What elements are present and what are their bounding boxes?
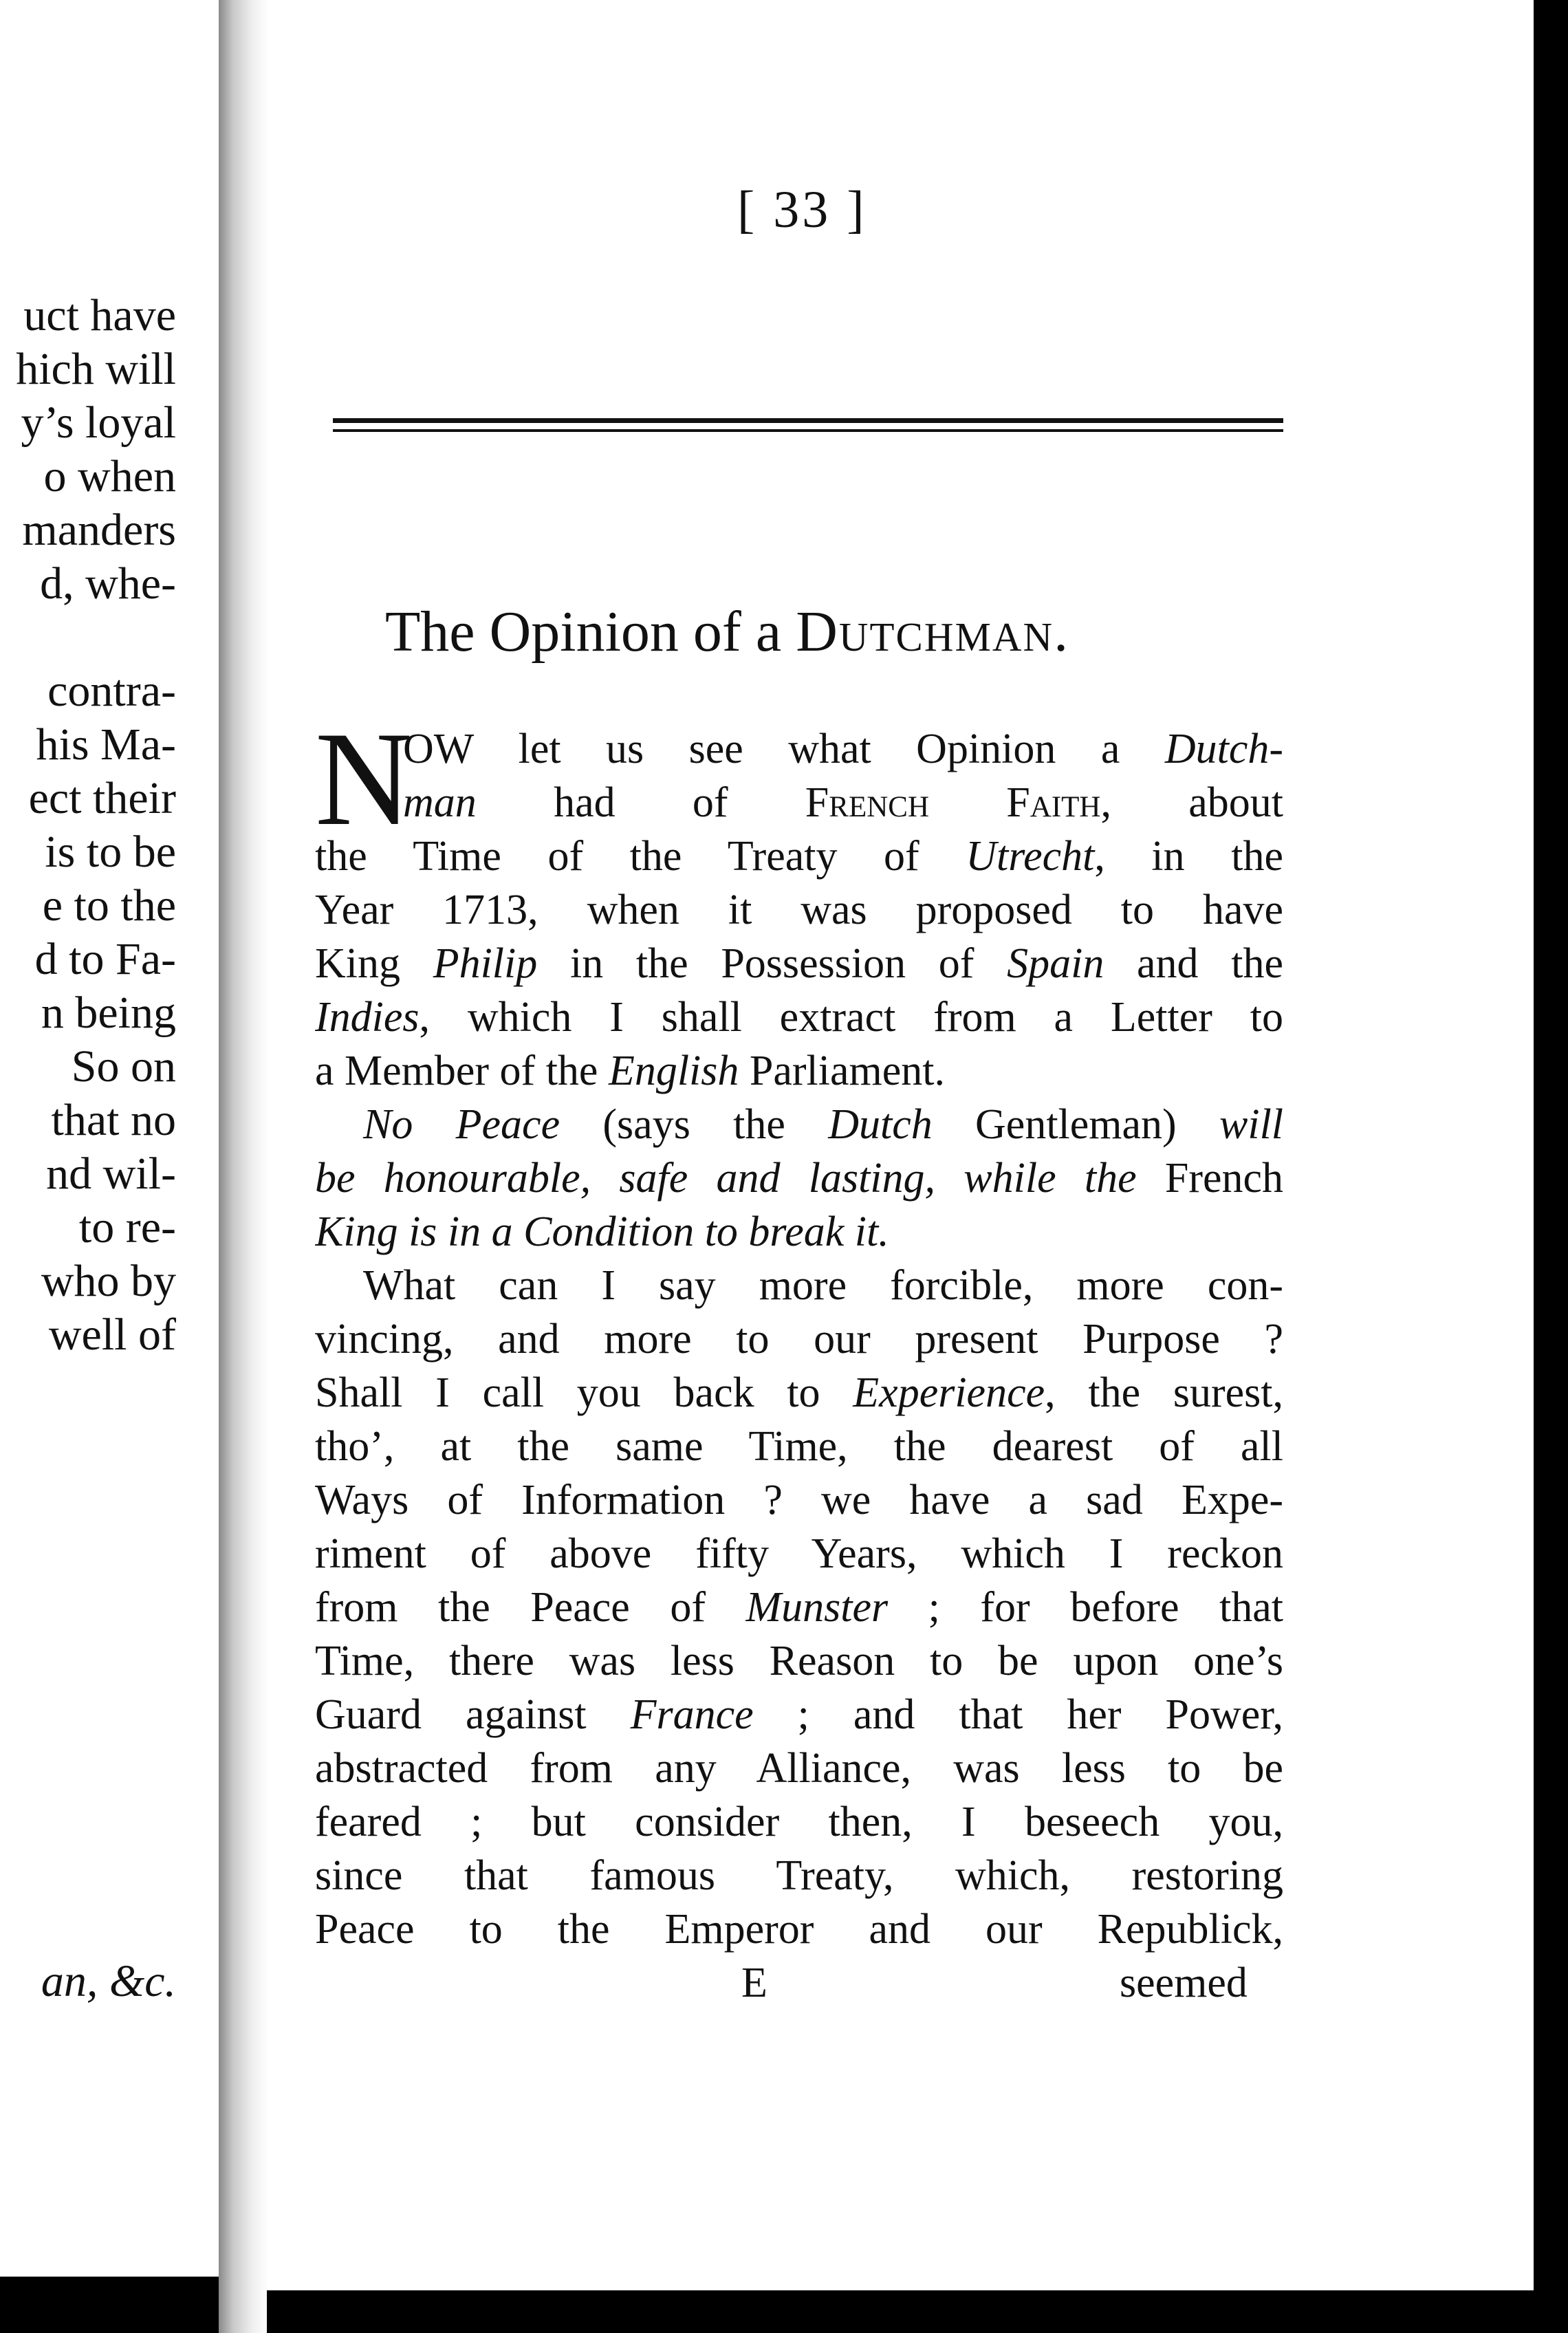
left-closing: an, &c. <box>41 1956 176 2006</box>
text-line: abstracted from any Alliance, was less to be <box>315 1745 1283 1792</box>
left-line: d to Fa- <box>34 934 176 984</box>
text-line: since that famous Treaty, which, restoring <box>315 1852 1283 1899</box>
text-line: OW let us see what Opinion a Dutch- <box>403 726 1283 772</box>
left-line: uct have <box>23 290 176 340</box>
left-line: d, whe- <box>40 558 176 609</box>
left-line: is to be <box>45 827 176 877</box>
text-line: riment of above fifty Years, which I reckon <box>315 1530 1283 1577</box>
section-title: The Opinion of a Dutchman. <box>385 600 1070 664</box>
scan-edge <box>1534 0 1568 2333</box>
header-rule <box>333 418 1283 423</box>
left-line: hich will <box>16 344 176 394</box>
catchword: seemed <box>1120 1960 1248 2006</box>
book-page <box>267 0 1540 2290</box>
left-line: ect their <box>28 773 176 823</box>
left-line: o when <box>43 451 176 501</box>
signature-mark: E <box>741 1960 767 2006</box>
text-line: a Member of the English Parliament. <box>315 1048 945 1094</box>
left-line: well of <box>48 1310 176 1360</box>
text-line: be honourable, safe and lasting, while the French <box>315 1155 1283 1202</box>
text-line: Peace to the Emperor and our Republick, <box>315 1906 1283 1953</box>
page-number: [ 33 ] <box>737 181 867 239</box>
text-line: man had of French Faith, about <box>403 779 1283 826</box>
left-line: manders <box>22 505 176 555</box>
left-line: n being <box>41 988 176 1038</box>
book-gutter <box>219 0 267 2333</box>
text-line: Time, there was less Reason to be upon one’s <box>315 1638 1283 1684</box>
text-line: Indies, which I shall extract from a Letter to <box>315 994 1283 1041</box>
left-line: who by <box>41 1256 176 1306</box>
text-line: King Philip in the Possession of Spain and the <box>315 940 1283 987</box>
left-line: to re- <box>78 1202 176 1252</box>
text-line: from the Peace of Munster ; for before that <box>315 1584 1283 1631</box>
text-line: Guard against France ; and that her Power, <box>315 1691 1283 1738</box>
text-line: Shall I call you back to Experience, the surest, <box>315 1369 1283 1416</box>
text-line: Ways of Information ? we have a sad Expe- <box>315 1477 1283 1523</box>
left-line: e to the <box>42 880 176 931</box>
facing-page-fragment <box>0 0 219 2277</box>
paragraph-3 <box>315 1259 1283 1956</box>
body-text <box>315 704 1283 1956</box>
text-line: vincing, and more to our present Purpose ? <box>315 1316 1283 1363</box>
text-line: the Time of the Treaty of Utrecht, in the <box>315 833 1283 880</box>
text-line: What can I say more forcible, more con- <box>363 1262 1283 1309</box>
text-line: tho’, at the same Time, the dearest of all <box>315 1423 1283 1470</box>
text-line: feared ; but consider then, I beseech you, <box>315 1799 1283 1845</box>
left-line: contra- <box>47 666 176 716</box>
left-line: that no <box>51 1095 176 1145</box>
header-rule-thin <box>333 429 1283 432</box>
paragraph-1 <box>315 704 1283 1098</box>
left-line: nd wil- <box>46 1149 176 1199</box>
text-line: King is in a Condition to break it. <box>315 1208 889 1255</box>
left-line: y’s loyal <box>21 398 176 448</box>
text-line: No Peace (says the Dutch Gentleman) will <box>363 1101 1283 1148</box>
left-line: his Ma- <box>36 719 176 770</box>
drop-cap: N <box>315 704 413 854</box>
paragraph-2 <box>315 1098 1283 1259</box>
left-line: So on <box>71 1041 176 1092</box>
text-line: Year 1713, when it was proposed to have <box>315 887 1283 933</box>
